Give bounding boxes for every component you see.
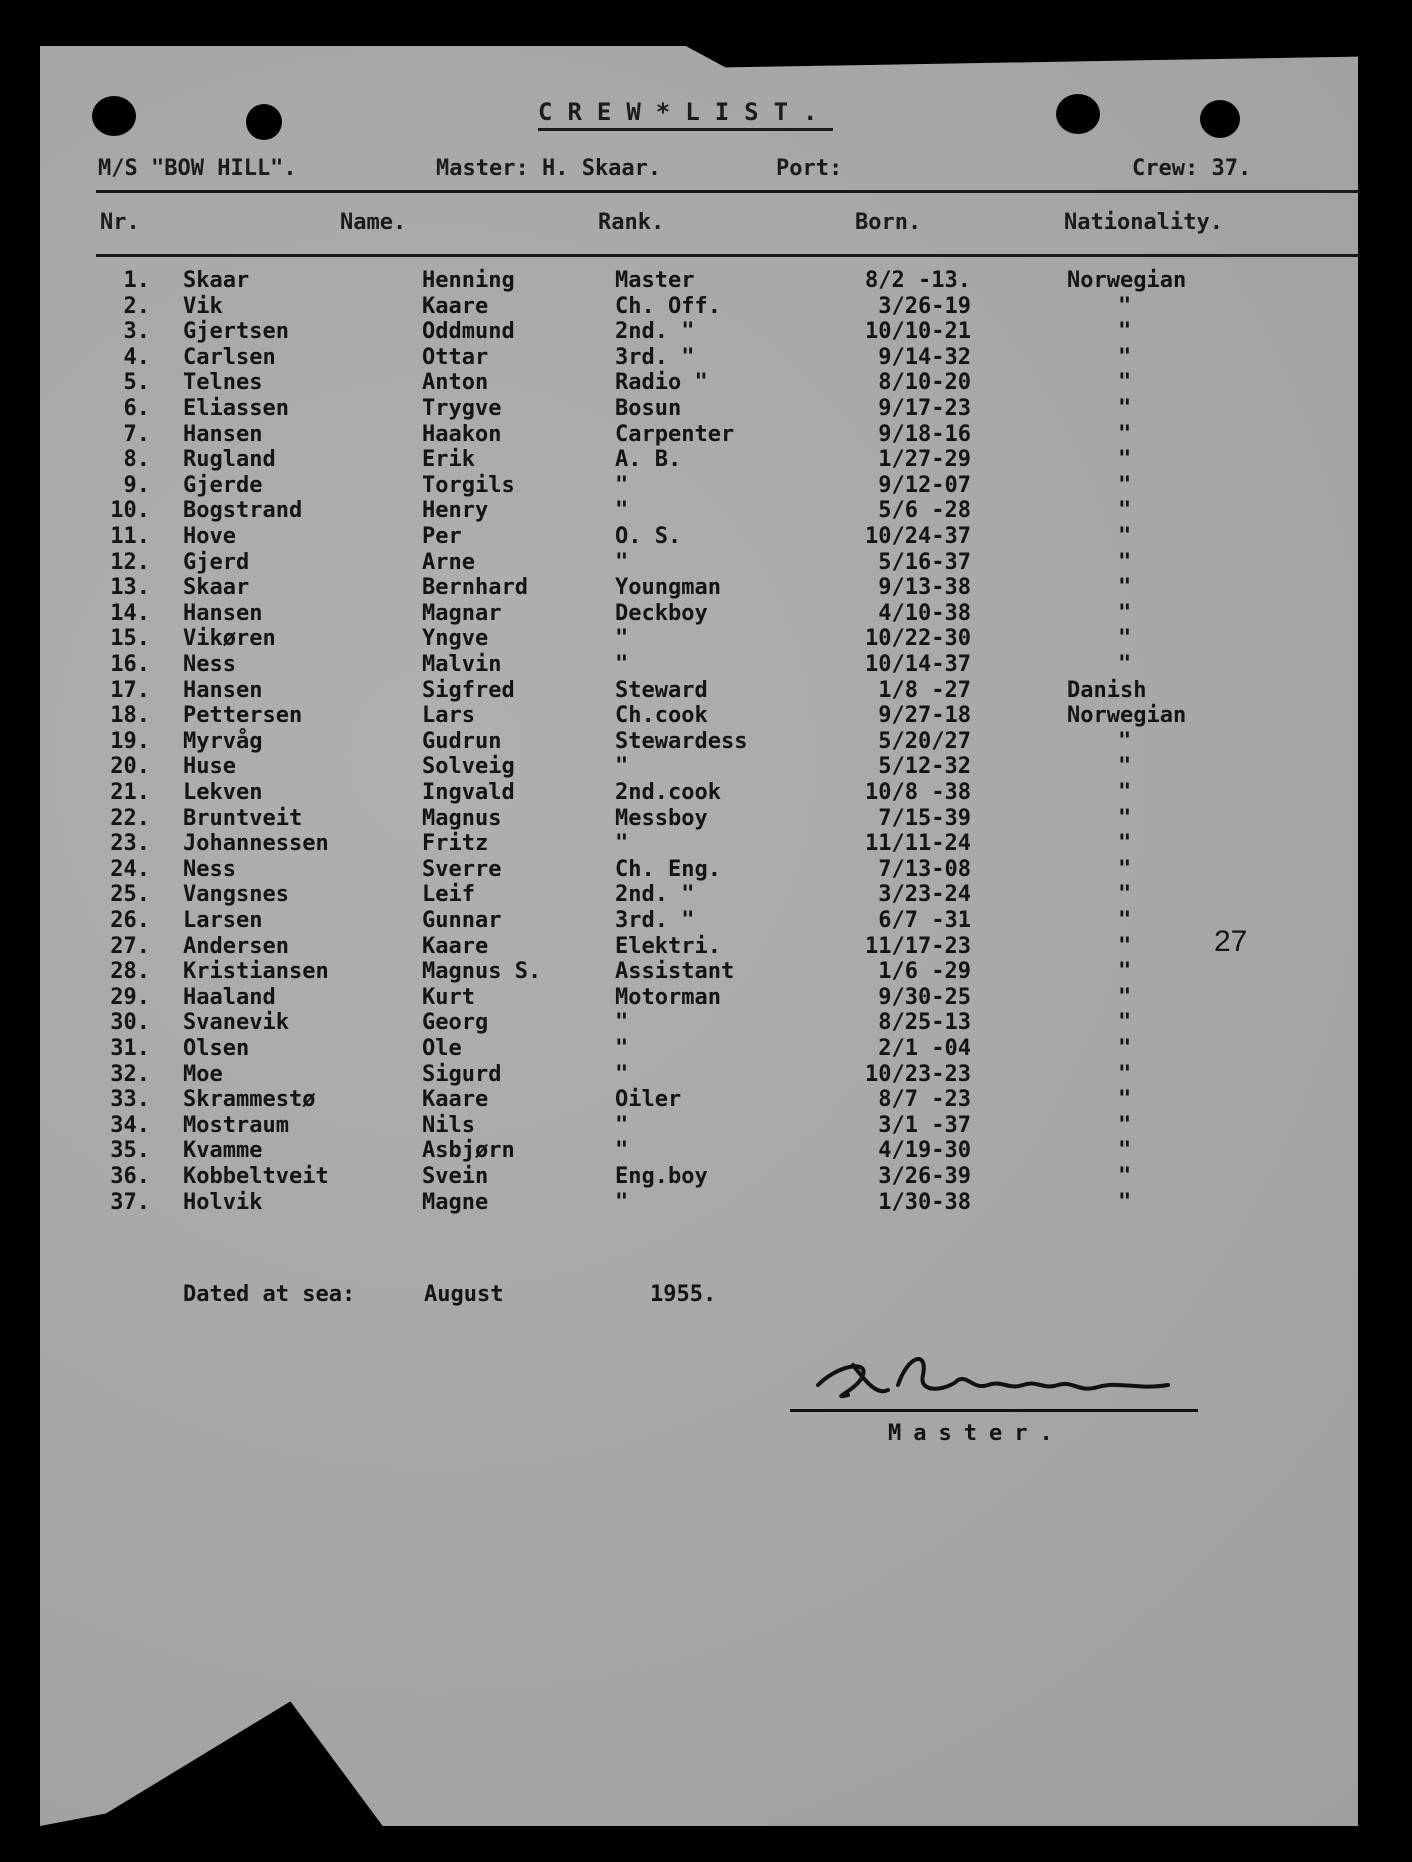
crew-given-name: Bernhard: [422, 575, 528, 601]
crew-row: [0, 422, 1412, 448]
crew-surname: Skaar: [183, 575, 250, 601]
crew-row: [0, 319, 1412, 345]
crew-surname: Telnes: [183, 370, 263, 396]
crew-born: 7/13-08: [878, 856, 971, 882]
crew-born: 10/8 -38: [865, 780, 971, 805]
crew-surname: Moe: [183, 1061, 223, 1087]
crew-row: [0, 729, 1412, 755]
crew-given-name: Magnar: [422, 600, 502, 626]
crew-nr: 30.: [110, 1010, 150, 1036]
crew-row: [0, 601, 1412, 627]
master-name: Master: H. Skaar.: [436, 156, 662, 181]
crew-born: 10/10-21: [865, 319, 971, 345]
crew-nr: 32.: [110, 1061, 150, 1087]
crew-nationality: ": [1118, 933, 1132, 959]
crew-born: 9/14-32: [878, 344, 971, 370]
crew-given-name: Leif: [422, 882, 475, 908]
crew-row: [0, 780, 1412, 806]
crew-given-name: Kaare: [422, 933, 489, 959]
crew-surname: Hansen: [183, 677, 263, 703]
crew-nr: 27.: [110, 933, 150, 959]
crew-surname: Andersen: [183, 933, 289, 959]
crew-given-name: Magne: [422, 1189, 489, 1215]
crew-surname: Kobbeltveit: [183, 1164, 329, 1189]
crew-nationality: ": [1118, 728, 1132, 754]
crew-surname: Mostraum: [183, 1112, 289, 1138]
crew-row: [0, 498, 1412, 524]
crew-row: [0, 934, 1412, 960]
crew-rank: 3rd. ": [615, 908, 695, 933]
crew-rank: 2nd. ": [615, 882, 695, 908]
crew-nr: 2.: [123, 293, 150, 319]
crew-nationality: ": [1118, 1061, 1132, 1087]
header-rule-top: [96, 190, 1360, 193]
crew-row: [0, 985, 1412, 1011]
crew-nationality: ": [1118, 319, 1132, 345]
crew-nr: 14.: [110, 600, 150, 626]
crew-row: [0, 908, 1412, 934]
crew-rank: Youngman: [615, 575, 721, 601]
crew-nationality: ": [1118, 293, 1132, 319]
crew-nationality: ": [1118, 447, 1132, 473]
crew-nationality: ": [1118, 1112, 1132, 1138]
crew-born: 10/22-30: [865, 626, 971, 652]
crew-row: [0, 678, 1412, 704]
crew-rank: A. B.: [615, 447, 682, 473]
crew-given-name: Ottar: [422, 344, 489, 370]
column-header-rank: Rank.: [598, 210, 665, 235]
crew-born: 10/14-37: [865, 652, 971, 677]
crew-rank: Radio ": [615, 370, 708, 396]
crew-row: [0, 703, 1412, 729]
crew-born: 9/12-07: [878, 472, 971, 498]
crew-surname: Carlsen: [183, 344, 276, 370]
crew-surname: Vikøren: [183, 626, 276, 652]
crew-row: [0, 550, 1412, 576]
crew-row: [0, 294, 1412, 320]
punch-hole-right-1: [1056, 94, 1100, 134]
crew-nr: 11.: [110, 524, 150, 549]
crew-nr: 15.: [110, 626, 150, 652]
crew-born: 8/10-20: [878, 370, 971, 396]
crew-surname: Kristiansen: [183, 959, 329, 985]
crew-born: 7/15-39: [878, 805, 971, 831]
crew-surname: Holvik: [183, 1189, 263, 1215]
crew-born: 5/20/27: [878, 728, 971, 754]
crew-born: 3/26-39: [878, 1164, 971, 1189]
crew-row: [0, 959, 1412, 985]
crew-nr: 1.: [123, 268, 150, 293]
crew-given-name: Kaare: [422, 293, 489, 319]
crew-given-name: Fritz: [422, 831, 489, 857]
signature-label: Master.: [888, 1421, 1065, 1446]
crew-nationality: Norwegian: [1067, 268, 1187, 293]
crew-born: 9/13-38: [878, 575, 971, 601]
crew-surname: Olsen: [183, 1036, 250, 1061]
crew-rank: Ch.cook: [615, 703, 708, 729]
crew-row: [0, 882, 1412, 908]
dated-month: August: [424, 1282, 504, 1307]
crew-rank: Deckboy: [615, 600, 708, 626]
crew-given-name: Magnus: [422, 805, 502, 831]
crew-born: 9/30-25: [878, 984, 971, 1010]
crew-row: [0, 345, 1412, 371]
crew-surname: Gjerd: [183, 549, 250, 575]
punch-hole-left-1: [92, 96, 136, 136]
crew-nr: 37.: [110, 1189, 150, 1215]
crew-surname: Ness: [183, 652, 236, 677]
crew-nr: 33.: [110, 1087, 150, 1113]
crew-given-name: Nils: [422, 1112, 475, 1138]
punch-hole-left-2: [246, 104, 282, 140]
crew-given-name: Gunnar: [422, 908, 502, 933]
crew-given-name: Asbjørn: [422, 1138, 515, 1164]
crew-row: [0, 1036, 1412, 1062]
crew-nationality: ": [1118, 652, 1132, 677]
crew-nr: 7.: [123, 421, 150, 447]
crew-nr: 28.: [110, 959, 150, 985]
document-title: CREW*LIST.: [538, 98, 833, 131]
crew-nr: 5.: [123, 370, 150, 396]
crew-nationality: ": [1118, 421, 1132, 447]
crew-rank: Steward: [615, 677, 708, 703]
crew-nationality: ": [1118, 549, 1132, 575]
crew-given-name: Kaare: [422, 1087, 489, 1113]
crew-nr: 34.: [110, 1112, 150, 1138]
crew-surname: Kvamme: [183, 1138, 263, 1164]
crew-nationality: ": [1118, 344, 1132, 370]
crew-row: [0, 857, 1412, 883]
crew-given-name: Kurt: [422, 984, 475, 1010]
crew-row: [0, 1138, 1412, 1164]
ship-name: M/S "BOW HILL".: [98, 156, 297, 181]
crew-rank: ": [615, 549, 629, 575]
crew-surname: Hansen: [183, 600, 263, 626]
crew-row: [0, 473, 1412, 499]
crew-surname: Svanevik: [183, 1010, 289, 1036]
crew-nationality: ": [1118, 575, 1132, 601]
crew-rank: Eng.boy: [615, 1164, 708, 1189]
crew-born: 9/18-16: [878, 421, 971, 447]
crew-row: [0, 268, 1412, 294]
crew-rank: Oiler: [615, 1087, 682, 1113]
crew-born: 11/11-24: [865, 831, 971, 857]
crew-born: 2/1 -04: [878, 1036, 971, 1061]
crew-rank: ": [615, 1112, 629, 1138]
crew-rank: ": [615, 498, 629, 524]
margin-note: 27: [1214, 925, 1248, 958]
crew-nr: 10.: [110, 498, 150, 524]
crew-nr: 16.: [110, 652, 150, 677]
crew-rank: Elektri.: [615, 933, 721, 959]
crew-given-name: Haakon: [422, 421, 502, 447]
crew-nr: 17.: [110, 677, 150, 703]
crew-surname: Huse: [183, 754, 236, 780]
crew-nr: 6.: [123, 396, 150, 421]
crew-surname: Eliassen: [183, 396, 289, 421]
crew-row: [0, 831, 1412, 857]
crew-nationality: ": [1118, 370, 1132, 396]
crew-given-name: Arne: [422, 549, 475, 575]
crew-row: [0, 754, 1412, 780]
crew-row: [0, 524, 1412, 550]
crew-rank: Ch. Eng.: [615, 856, 721, 882]
crew-nr: 12.: [110, 549, 150, 575]
crew-nr: 35.: [110, 1138, 150, 1164]
crew-nationality: ": [1118, 831, 1132, 857]
crew-born: 10/24-37: [865, 524, 971, 549]
crew-nr: 18.: [110, 703, 150, 729]
dated-label: Dated at sea:: [183, 1282, 356, 1307]
crew-given-name: Per: [422, 524, 462, 549]
master-signature: [808, 1345, 1198, 1415]
crew-born: 8/7 -23: [878, 1087, 971, 1113]
crew-given-name: Sverre: [422, 856, 502, 882]
crew-given-name: Ole: [422, 1036, 462, 1061]
crew-born: 9/17-23: [878, 396, 971, 421]
column-header-nr: Nr.: [100, 210, 140, 235]
crew-born: 3/26-19: [878, 293, 971, 319]
crew-nationality: ": [1118, 984, 1132, 1010]
column-header-born: Born.: [855, 210, 922, 235]
crew-given-name: Yngve: [422, 626, 489, 652]
crew-rank: Motorman: [615, 984, 721, 1010]
crew-rank: ": [615, 1189, 629, 1215]
crew-nr: 19.: [110, 728, 150, 754]
crew-born: 4/10-38: [878, 600, 971, 626]
crew-nationality: Danish: [1067, 677, 1147, 703]
crew-nationality: ": [1118, 780, 1132, 805]
crew-row: [0, 1010, 1412, 1036]
crew-nr: 29.: [110, 984, 150, 1010]
punch-hole-right-2: [1200, 100, 1240, 138]
crew-given-name: Anton: [422, 370, 489, 396]
crew-born: 1/8 -27: [878, 677, 971, 703]
crew-nationality: ": [1118, 498, 1132, 524]
crew-surname: Haaland: [183, 984, 276, 1010]
crew-nationality: ": [1118, 1036, 1132, 1061]
crew-nationality: ": [1118, 1138, 1132, 1164]
crew-rank: Bosun: [615, 396, 682, 421]
crew-nationality: ": [1118, 600, 1132, 626]
crew-surname: Bogstrand: [183, 498, 303, 524]
crew-given-name: Oddmund: [422, 319, 515, 345]
crew-rank: ": [615, 1138, 629, 1164]
crew-row: [0, 1113, 1412, 1139]
crew-rank: Master: [615, 268, 695, 293]
crew-given-name: Sigurd: [422, 1061, 502, 1087]
crew-nationality: ": [1118, 959, 1132, 985]
crew-count: Crew: 37.: [1132, 156, 1252, 181]
crew-rank: ": [615, 1061, 629, 1087]
crew-surname: Gjertsen: [183, 319, 289, 345]
crew-nr: 3.: [123, 319, 150, 345]
crew-born: 9/27-18: [878, 703, 971, 729]
crew-nr: 8.: [123, 447, 150, 473]
crew-rank: ": [615, 472, 629, 498]
crew-surname: Vangsnes: [183, 882, 289, 908]
crew-nationality: ": [1118, 882, 1132, 908]
dated-year: 1955.: [650, 1282, 717, 1307]
crew-nationality: ": [1118, 1087, 1132, 1113]
crew-nr: 31.: [110, 1036, 150, 1061]
crew-row: [0, 370, 1412, 396]
crew-given-name: Svein: [422, 1164, 489, 1189]
crew-given-name: Malvin: [422, 652, 502, 677]
signature-line: [790, 1409, 1198, 1412]
crew-given-name: Lars: [422, 703, 475, 729]
crew-nr: 20.: [110, 754, 150, 780]
crew-nr: 21.: [110, 780, 150, 805]
crew-row: [0, 806, 1412, 832]
crew-given-name: Sigfred: [422, 677, 515, 703]
crew-born: 11/17-23: [865, 933, 971, 959]
crew-nationality: ": [1118, 908, 1132, 933]
crew-rank: 3rd. ": [615, 344, 695, 370]
crew-surname: Myrvåg: [183, 728, 263, 754]
crew-nationality: ": [1118, 856, 1132, 882]
crew-nationality: ": [1118, 472, 1132, 498]
crew-rank: ": [615, 831, 629, 857]
crew-nr: 26.: [110, 908, 150, 933]
crew-nr: 24.: [110, 856, 150, 882]
crew-nationality: ": [1118, 1164, 1132, 1189]
crew-row: [0, 396, 1412, 422]
crew-surname: Bruntveit: [183, 805, 303, 831]
crew-rank: ": [615, 652, 629, 677]
crew-surname: Johannessen: [183, 831, 329, 857]
crew-rank: O. S.: [615, 524, 682, 549]
crew-nationality: Norwegian: [1067, 703, 1187, 729]
crew-given-name: Torgils: [422, 472, 515, 498]
crew-surname: Skaar: [183, 268, 250, 293]
crew-row: [0, 1164, 1412, 1190]
crew-given-name: Henry: [422, 498, 489, 524]
crew-rank: Messboy: [615, 805, 708, 831]
crew-nr: 9.: [123, 472, 150, 498]
crew-rank: 2nd.cook: [615, 780, 721, 805]
crew-born: 5/16-37: [878, 549, 971, 575]
crew-nationality: ": [1118, 1010, 1132, 1036]
crew-given-name: Georg: [422, 1010, 489, 1036]
crew-given-name: Erik: [422, 447, 475, 473]
crew-nationality: ": [1118, 754, 1132, 780]
crew-given-name: Gudrun: [422, 728, 502, 754]
crew-surname: Larsen: [183, 908, 263, 933]
crew-nationality: ": [1118, 626, 1132, 652]
crew-rank: 2nd. ": [615, 319, 695, 345]
crew-given-name: Trygve: [422, 396, 502, 421]
header-rule-bottom: [96, 254, 1360, 257]
crew-born: 8/25-13: [878, 1010, 971, 1036]
crew-row: [0, 1062, 1412, 1088]
crew-rank: Ch. Off.: [615, 293, 721, 319]
crew-born: 1/30-38: [878, 1189, 971, 1215]
crew-surname: Hove: [183, 524, 236, 549]
crew-nr: 22.: [110, 805, 150, 831]
crew-born: 3/23-24: [878, 882, 971, 908]
crew-nationality: ": [1118, 396, 1132, 421]
crew-surname: Gjerde: [183, 472, 263, 498]
crew-rank: Assistant: [615, 959, 735, 985]
crew-given-name: Henning: [422, 268, 515, 293]
crew-born: 3/1 -37: [878, 1112, 971, 1138]
crew-surname: Skrammestø: [183, 1087, 316, 1113]
crew-surname: Lekven: [183, 780, 263, 805]
column-header-name: Name.: [340, 210, 407, 235]
crew-rank: Stewardess: [615, 728, 748, 754]
crew-nr: 23.: [110, 831, 150, 857]
crew-rank: ": [615, 1010, 629, 1036]
crew-rank: ": [615, 1036, 629, 1061]
crew-row: [0, 575, 1412, 601]
crew-born: 6/7 -31: [878, 908, 971, 933]
crew-nationality: ": [1118, 805, 1132, 831]
crew-born: 8/2 -13.: [865, 268, 971, 293]
crew-born: 5/6 -28: [878, 498, 971, 524]
port-label: Port:: [776, 156, 843, 181]
crew-rank: ": [615, 626, 629, 652]
crew-born: 1/6 -29: [878, 959, 971, 985]
crew-given-name: Solveig: [422, 754, 515, 780]
crew-born: 10/23-23: [865, 1061, 971, 1087]
crew-rank: ": [615, 754, 629, 780]
crew-surname: Ness: [183, 856, 236, 882]
crew-nationality: ": [1118, 524, 1132, 549]
crew-surname: Rugland: [183, 447, 276, 473]
crew-surname: Pettersen: [183, 703, 303, 729]
crew-rank: Carpenter: [615, 421, 735, 447]
crew-nr: 25.: [110, 882, 150, 908]
crew-surname: Vik: [183, 293, 223, 319]
crew-row: [0, 626, 1412, 652]
crew-row: [0, 1190, 1412, 1216]
crew-born: 4/19-30: [878, 1138, 971, 1164]
crew-nr: 36.: [110, 1164, 150, 1189]
crew-nr: 13.: [110, 575, 150, 601]
crew-born: 5/12-32: [878, 754, 971, 780]
crew-given-name: Ingvald: [422, 780, 515, 805]
column-header-nationality: Nationality.: [1064, 210, 1223, 235]
crew-surname: Hansen: [183, 421, 263, 447]
crew-nr: 4.: [123, 344, 150, 370]
crew-given-name: Magnus S.: [422, 959, 542, 985]
crew-born: 1/27-29: [878, 447, 971, 473]
crew-nationality: ": [1118, 1189, 1132, 1215]
crew-row: [0, 447, 1412, 473]
crew-row: [0, 652, 1412, 678]
crew-row: [0, 1087, 1412, 1113]
